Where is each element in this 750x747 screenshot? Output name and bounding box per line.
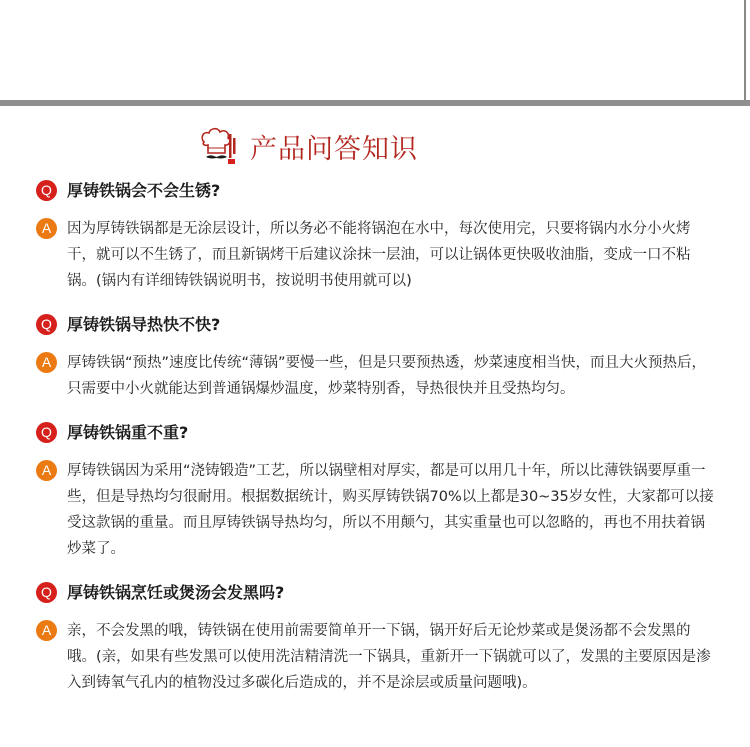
answer-badge: A <box>36 352 57 373</box>
question-text: 厚铸铁锅会不会生锈? <box>67 181 221 200</box>
answer-text: 亲，不会发黑的哦，铸铁锅在使用前需要简单开一下锅，锅开好后无论炒菜或是煲汤都不会发黑的哦。(亲，如果有些发黑可以使用洗洁精清洗一下锅具，重新开一下锅就可以了，发黑的主要原因是渗入到铸氧气孔内的植物没过多碳化后造成的，并不是涂层或质量问题哦)。 <box>67 623 711 691</box>
qa-item <box>36 420 726 562</box>
chef-hat-logo-icon <box>198 126 238 166</box>
question-badge: Q <box>36 314 57 335</box>
question-row <box>36 580 726 606</box>
answer-row <box>36 350 726 402</box>
question-badge: Q <box>36 422 57 443</box>
qa-item <box>36 178 726 294</box>
section-divider <box>0 100 750 106</box>
question-text: 厚铸铁锅导热快不快? <box>67 315 221 334</box>
answer-row <box>36 216 726 294</box>
top-frame <box>0 0 746 100</box>
answer-text: 厚铸铁锅因为采用“浇铸锻造”工艺，所以锅壁相对厚实，都是可以用几十年，所以比薄铁锅要厚重一些，但是导热均匀很耐用。根据数据统计，购买厚铸铁锅70%以上都是30~35岁女性，大家都可以接受这款锅的重量。而且厚铸铁锅导热均匀，所以不用颠勺，其实重量也可以忽略的，再也不用扶着锅炒菜了。 <box>67 463 714 557</box>
section-title: 产品问答知识 <box>250 133 418 165</box>
answer-row <box>36 618 726 696</box>
answer-badge: A <box>36 460 57 481</box>
answer-badge: A <box>36 218 57 239</box>
question-row <box>36 178 726 204</box>
question-text: 厚铸铁锅烹饪或煲汤会发黑吗? <box>67 583 285 602</box>
answer-text: 因为厚铸铁锅都是无涂层设计，所以务必不能将锅泡在水中，每次使用完，只要将锅内水分小火烤干，就可以不生锈了，而且新锅烤干后建议涂抹一层油，可以让锅体更快吸收油脂，变成一口不粘锅。(锅内有详细铸铁锅说明书，按说明书使用就可以) <box>67 221 691 289</box>
answer-row <box>36 458 726 562</box>
question-text: 厚铸铁锅重不重? <box>67 423 189 442</box>
question-row <box>36 420 726 446</box>
question-badge: Q <box>36 180 57 201</box>
section-header <box>198 124 418 168</box>
qa-item <box>36 580 726 696</box>
answer-badge: A <box>36 620 57 641</box>
question-badge: Q <box>36 582 57 603</box>
answer-text: 厚铸铁锅“预热”速度比传统“薄锅”要慢一些，但是只要预热透，炒菜速度相当快，而且大火预热后，只需要中小火就能达到普通锅爆炒温度，炒菜特别香，导热很快并且受热均匀。 <box>67 355 707 397</box>
qa-list <box>36 178 726 714</box>
question-row <box>36 312 726 338</box>
qa-item <box>36 312 726 402</box>
